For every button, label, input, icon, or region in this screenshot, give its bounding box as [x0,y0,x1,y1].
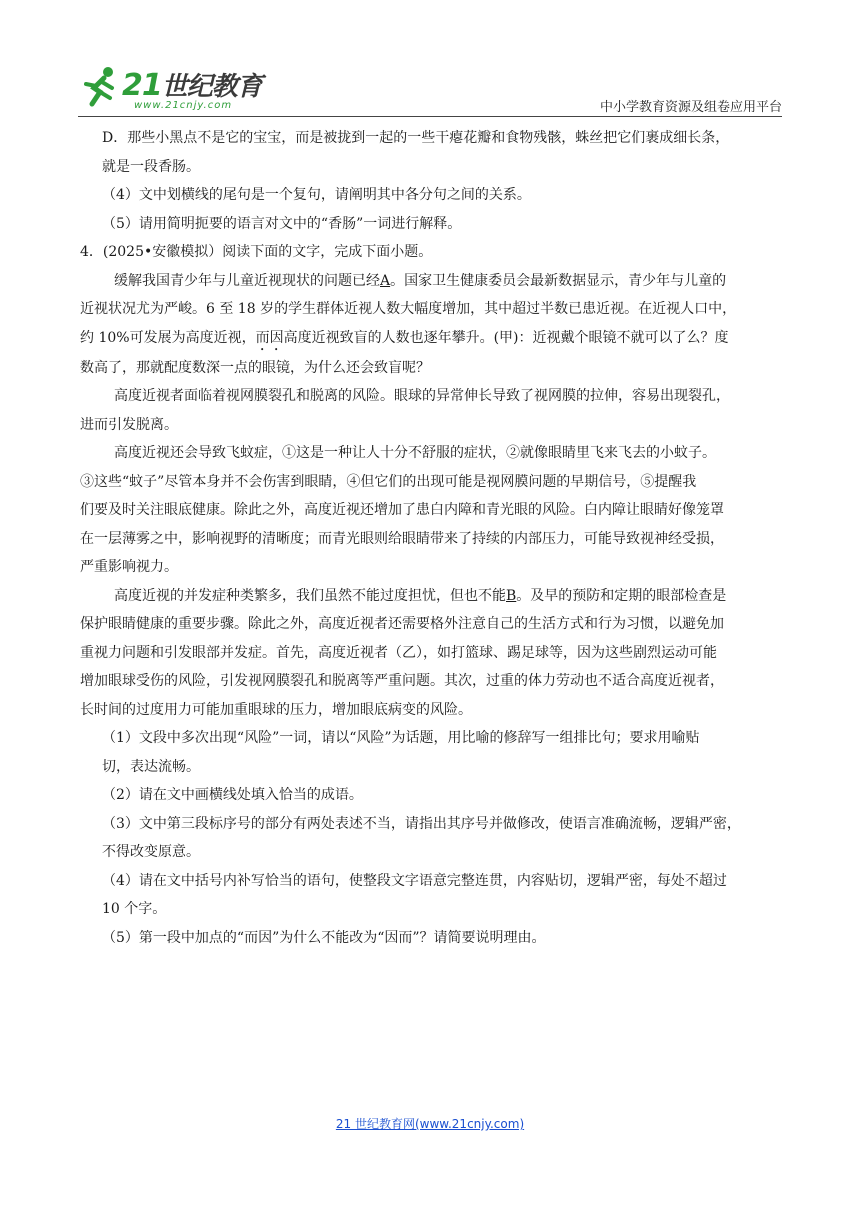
question-3-line-1: （3）文中第三段标序号的部分有两处表述不当，请指出其序号并做修改，使语言准确流畅，逻辑严密， [102,815,741,832]
paragraph-4-line-1: 高度近视的并发症种类繁多，我们虽然不能过度担忧，但也不能B。及早的预防和定期的眼部检查是 [114,587,727,604]
logo-wordmark: 21世纪教育 [122,68,262,103]
paragraph-4-line-4: 增加眼球受伤的风险，引发视网膜裂孔和脱离等严重问题。其次，过重的体力劳动也不适合高度近视者， [80,673,724,689]
paragraph-4-line-3: 重视力问题和引发眼部并发症。首先，高度近视者（乙），如打篮球、踢足球等，因为这些剧烈运动可能 [80,644,717,661]
question-3-line-2: 不得改变原意。 [102,844,200,860]
option-d-line-1: D．那些小黑点不是它的宝宝，而是被拢到一起的一些干瘪花瓣和食物残骸，蛛丝把它们裹成细长条， [102,130,730,146]
paragraph-1-line-1: 缓解我国青少年与儿童近视现状的问题已经A。国家卫生健康委员会最新数据显示，青少年与儿童的 [114,272,727,289]
paragraph-3-line-2: ③这些“蚊子”尽管本身并不会伤害到眼睛，④但它们的出现可能是视网膜问题的早期信号，⑤提醒我 [80,473,697,490]
question-4-line-2: 10 个字。 [102,901,167,917]
question-1-line-2: 切，表达流畅。 [102,758,200,775]
paragraph-3-line-3: 们要及时关注眼底健康。除此之外，高度近视还增加了患白内障和青光眼的风险。白内障让眼睛好像笼罩 [80,502,724,518]
blank-a: A [380,272,391,289]
option-d-line-2: 就是一段香肠。 [102,158,200,175]
runner-logo-icon [78,64,122,108]
blank-b: B [506,587,517,604]
logo [78,60,278,116]
paragraph-4-line-5: 长时间的过度用力可能加重眼球的压力，增加眼底病变的风险。 [80,701,472,718]
question-4-heading: 4．(2025•安徽模拟）阅读下面的文字，完成下面小题。 [80,244,433,260]
paragraph-1-line-2: 近视状况尤为严峻。6 至 18 岁的学生群体近视人数大幅度增加，其中超过半数已患近视。在近视人口中， [80,301,737,317]
question-3-4: （4）文中划横线的尾句是一个复句，请阐明其中各分句之间的关系。 [102,187,531,203]
paragraph-1-line-3: 约 10%可发展为高度近视，而因高度近视致盲的人数也逐年攀升。(甲)：近视戴个眼镜不就可以了么？度 [80,329,729,346]
paragraph-3-line-5: 严重影响视力。 [80,559,178,575]
paragraph-1-line-4: 数高了，那就配度数深一点的眼镜，为什么还会致盲呢？ [80,359,430,376]
dotted-word: 而因 [255,329,284,346]
paragraph-2-line-2: 进而引发脱离。 [80,416,178,433]
page-header [78,60,782,120]
question-2: （2）请在文中画横线处填入恰当的成语。 [102,787,363,803]
question-3-5: （5）请用简明扼要的语言对文中的“香肠”一词进行解释。 [102,215,462,232]
footer-link[interactable]: 21 世纪教育网(www.21cnjy.com) [335,1117,525,1131]
paragraph-2-line-1: 高度近视者面临着视网膜裂孔和脱离的风险。眼球的异常伸长导致了视网膜的拉伸，容易出现裂孔， [114,388,730,404]
question-1-line-1: （1）文段中多次出现“风险”一词，请以“风险”为话题，用比喻的修辞写一组排比句；要求用喻贴 [102,730,700,746]
header-divider [78,116,782,117]
paragraph-4-line-2: 保护眼睛健康的重要步骤。除此之外，高度近视者还需要格外注意自己的生活方式和行为习惯，以避免加 [80,616,724,632]
logo-url: www.21cnjy.com [134,100,233,111]
paragraph-3-line-4: 在一层薄雾之中，影响视野的清晰度；而青光眼则给眼睛带来了持续的内部压力，可能导致视神经受损， [80,530,724,547]
platform-title: 中小学教育资源及组卷应用平台 [599,100,782,115]
question-5: （5）第一段中加点的“而因”为什么不能改为“因而”？请简要说明理由。 [102,929,546,946]
paragraph-3-line-1: 高度近视还会导致飞蚊症，①这是一种让人十分不舒服的症状，②就像眼睛里飞来飞去的小蚊子。 [114,445,716,461]
question-4-line-1: （4）请在文中括号内补写恰当的语句，使整段文字语意完整连贯，内容贴切，逻辑严密，每处不超过 [102,872,727,889]
document-body [80,124,784,952]
page-footer [0,1115,860,1132]
